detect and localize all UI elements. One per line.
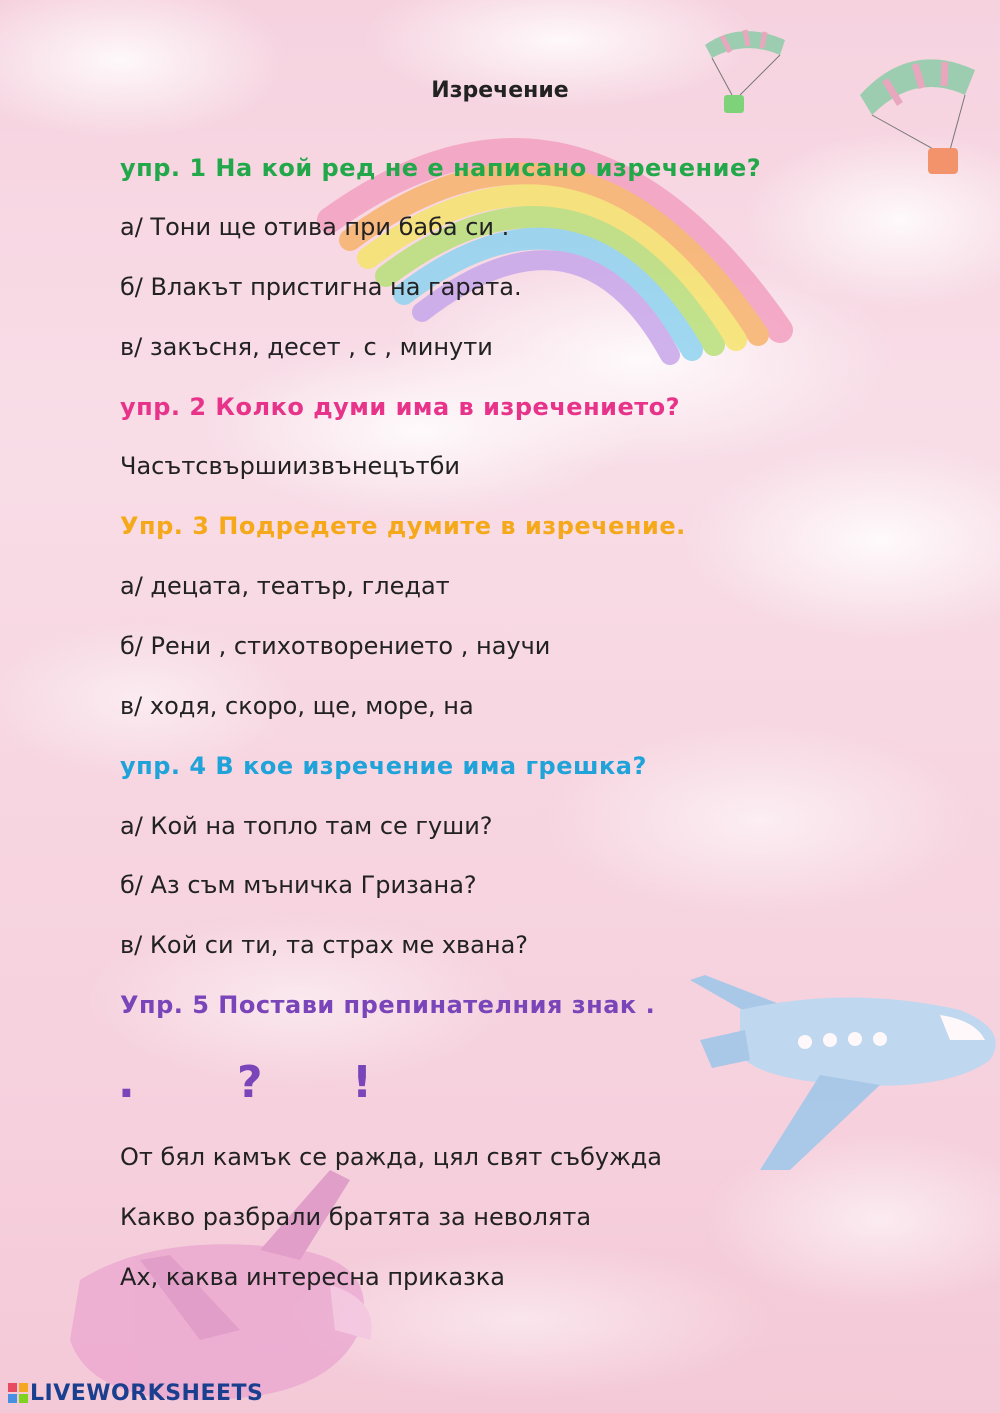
exercise-5-sentence-3: Ах, каква интересна приказка <box>120 1263 506 1291</box>
exercise-5-sentence-1: От бял камък се ражда, цял свят събужда <box>120 1143 663 1171</box>
exercise-2-text: Часътсвършиизвънецътби <box>120 452 460 480</box>
exercise-4-option-c: в/ Кой си ти, та страх ме хвана? <box>120 931 529 959</box>
punctuation-mark-period[interactable]: . <box>118 1057 135 1108</box>
exercise-1-option-b: б/ Влакът пристигна на гарата. <box>120 273 522 301</box>
punctuation-mark-exclamation[interactable]: ! <box>352 1057 373 1108</box>
liveworksheets-logo-text: LIVEWORKSHEETS <box>30 1381 264 1406</box>
exercise-1-option-a: а/ Тони ще отива при баба си . <box>120 213 510 241</box>
exercise-2-heading: упр. 2 Колко думи има в изречението? <box>120 393 681 421</box>
exercise-4-option-b: б/ Аз съм мъничка Гризана? <box>120 871 477 899</box>
punctuation-mark-question[interactable]: ? <box>237 1057 263 1108</box>
exercise-5-sentence-2: Какво разбрали братята за неволята <box>120 1203 592 1231</box>
liveworksheets-logo <box>8 1381 263 1407</box>
exercise-3-option-c: в/ ходя, скоро, ще, море, на <box>120 692 474 720</box>
exercise-5-heading: Упр. 5 Постави препинателния знак . <box>120 991 656 1019</box>
exercise-1-heading: упр. 1 На кой ред не е написано изречение? <box>120 154 762 182</box>
page-title: Изречение <box>431 78 569 103</box>
exercise-3-option-b: б/ Рени , стихотворението , научи <box>120 632 551 660</box>
punctuation-marks <box>0 1055 1000 1115</box>
exercise-3-option-a: а/ децата, театър, гледат <box>120 572 450 600</box>
exercise-1-option-c: в/ закъсня, десет , с , минути <box>120 333 493 361</box>
exercise-3-heading: Упр. 3 Подредете думите в изречение. <box>120 512 686 540</box>
exercise-4-option-a: а/ Кой на топло там се гуши? <box>120 812 493 840</box>
liveworksheets-icon <box>8 1383 28 1403</box>
exercise-4-heading: упр. 4 В кое изречение има грешка? <box>120 752 647 780</box>
